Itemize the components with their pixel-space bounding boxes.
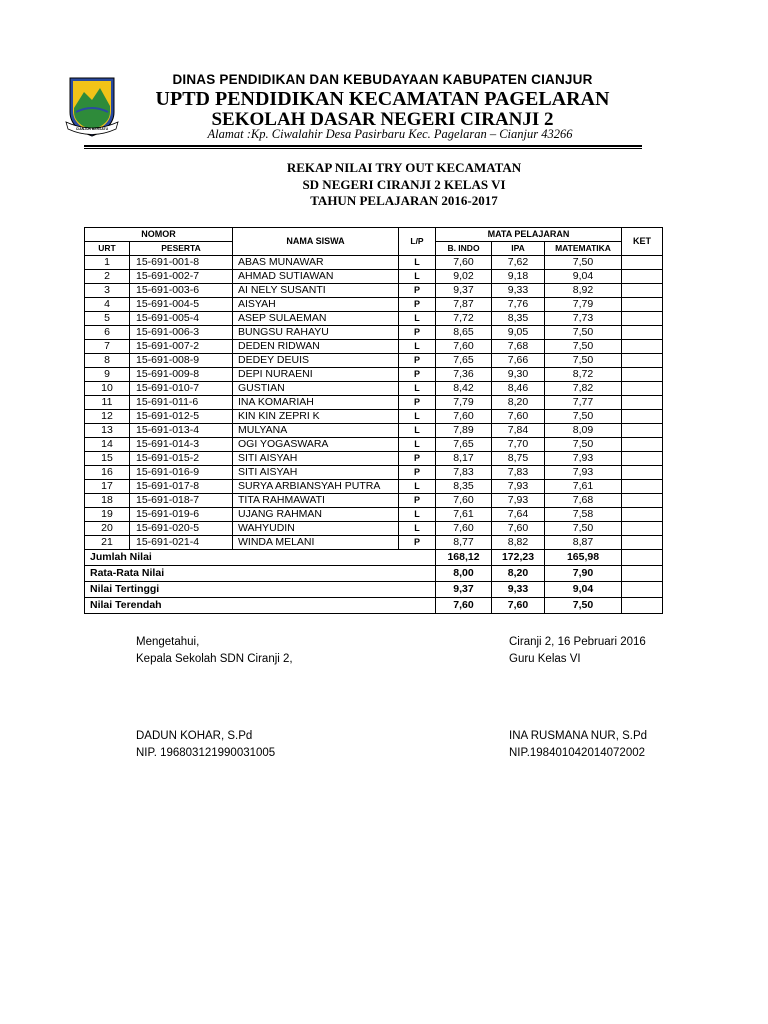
header-ket: KET	[622, 228, 663, 256]
cell-mtk: 7,50	[545, 326, 622, 340]
cell-lp: L	[399, 256, 436, 270]
header-mapel: MATA PELAJARAN	[436, 228, 622, 242]
cell-nama: ABAS MUNAWAR	[233, 256, 399, 270]
cell-urt: 19	[85, 508, 130, 522]
cell-ket	[622, 284, 663, 298]
cell-bindo: 8,77	[436, 536, 492, 550]
table-row	[85, 466, 663, 480]
cell-bindo: 7,36	[436, 368, 492, 382]
cell-ket	[622, 438, 663, 452]
cell-peserta: 15-691-021-4	[130, 536, 233, 550]
cell-bindo: 7,61	[436, 508, 492, 522]
student-rows	[85, 256, 663, 550]
header-peserta: PESERTA	[130, 242, 233, 256]
table-row	[85, 270, 663, 284]
cell-urt: 5	[85, 312, 130, 326]
cell-mtk: 7,61	[545, 480, 622, 494]
cell-urt: 21	[85, 536, 130, 550]
cell-urt: 20	[85, 522, 130, 536]
cell-nama: SITI AISYAH	[233, 452, 399, 466]
cell-urt: 14	[85, 438, 130, 452]
cell-ket	[622, 340, 663, 354]
cell-peserta: 15-691-009-8	[130, 368, 233, 382]
cell-peserta: 15-691-019-6	[130, 508, 233, 522]
cell-mtk: 7,50	[545, 340, 622, 354]
cell-mtk: 7,93	[545, 452, 622, 466]
summary-row	[85, 582, 663, 598]
cell-ket	[622, 270, 663, 284]
cell-urt: 7	[85, 340, 130, 354]
cell-nama: TITA RAHMAWATI	[233, 494, 399, 508]
cell-bindo: 7,60	[436, 494, 492, 508]
title-line-1: REKAP NILAI TRY OUT KECAMATAN	[286, 160, 522, 175]
cell-peserta: 15-691-011-6	[130, 396, 233, 410]
cell-ipa: 7,62	[492, 256, 545, 270]
cell-nama: WINDA MELANI	[233, 536, 399, 550]
table-row	[85, 326, 663, 340]
summary-label: Nilai Terendah	[85, 598, 436, 614]
cell-bindo: 7,83	[436, 466, 492, 480]
cell-ket	[622, 452, 663, 466]
cell-peserta: 15-691-006-3	[130, 326, 233, 340]
cell-bindo: 7,60	[436, 340, 492, 354]
sig-left-line1: Mengetahui,	[136, 636, 200, 648]
cell-ket	[622, 522, 663, 536]
cell-lp: P	[399, 284, 436, 298]
cell-lp: P	[399, 452, 436, 466]
uptd-name: UPTD PENDIDIKAN KECAMATAN PAGELARAN	[155, 88, 610, 110]
cell-nama: DEDEN RIDWAN	[233, 340, 399, 354]
cell-ipa: 9,05	[492, 326, 545, 340]
cell-ket	[622, 536, 663, 550]
cell-nama: GUSTIAN	[233, 382, 399, 396]
cell-ipa: 7,70	[492, 438, 545, 452]
cell-nama: AISYAH	[233, 298, 399, 312]
summary-mtk: 7,90	[545, 566, 622, 582]
cell-ket	[622, 508, 663, 522]
sig-right-line2: Guru Kelas VI	[509, 653, 581, 665]
cell-bindo: 9,37	[436, 284, 492, 298]
cell-peserta: 15-691-014-3	[130, 438, 233, 452]
cell-nama: ASEP SULAEMAN	[233, 312, 399, 326]
cell-ipa: 8,75	[492, 452, 545, 466]
table-row	[85, 340, 663, 354]
cell-urt: 3	[85, 284, 130, 298]
cell-lp: L	[399, 438, 436, 452]
cell-mtk: 7,77	[545, 396, 622, 410]
sig-right-nip: NIP.198401042014072002	[509, 747, 646, 759]
cell-peserta: 15-691-015-2	[130, 452, 233, 466]
summary-row	[85, 598, 663, 614]
school-name: SEKOLAH DASAR NEGERI CIRANJI 2	[211, 109, 554, 130]
summary-mtk: 165,98	[545, 550, 622, 566]
cell-urt: 16	[85, 466, 130, 480]
summary-ket	[622, 566, 663, 582]
cell-mtk: 7,58	[545, 508, 622, 522]
cell-urt: 12	[85, 410, 130, 424]
table-row	[85, 354, 663, 368]
table-row	[85, 536, 663, 550]
table-row	[85, 256, 663, 270]
cell-ipa: 7,68	[492, 340, 545, 354]
cell-lp: L	[399, 312, 436, 326]
cell-urt: 18	[85, 494, 130, 508]
cell-bindo: 7,60	[436, 410, 492, 424]
cell-ipa: 7,93	[492, 494, 545, 508]
cell-mtk: 7,79	[545, 298, 622, 312]
cell-bindo: 8,35	[436, 480, 492, 494]
cell-ket	[622, 368, 663, 382]
cell-lp: L	[399, 508, 436, 522]
cell-urt: 8	[85, 354, 130, 368]
summary-bindo: 7,60	[436, 598, 492, 614]
table-row	[85, 522, 663, 536]
cell-bindo: 7,87	[436, 298, 492, 312]
cell-ipa: 7,66	[492, 354, 545, 368]
summary-bindo: 8,00	[436, 566, 492, 582]
summary-mtk: 9,04	[545, 582, 622, 598]
cell-lp: L	[399, 340, 436, 354]
summary-mtk: 7,50	[545, 598, 622, 614]
summary-bindo: 168,12	[436, 550, 492, 566]
header-nomor: NOMOR	[85, 228, 233, 242]
cell-mtk: 7,82	[545, 382, 622, 396]
cell-nama: WAHYUDIN	[233, 522, 399, 536]
sig-right-line1: Ciranji 2, 16 Pebruari 2016	[509, 636, 646, 648]
cell-bindo: 7,65	[436, 438, 492, 452]
regency-emblem-icon	[64, 74, 120, 138]
header-bindo: B. INDO	[436, 242, 492, 256]
summary-ipa: 9,33	[492, 582, 545, 598]
sig-left-line2: Kepala Sekolah SDN Ciranji 2,	[136, 653, 293, 665]
cell-ket	[622, 354, 663, 368]
cell-bindo: 7,65	[436, 354, 492, 368]
cell-lp: P	[399, 536, 436, 550]
cell-nama: UJANG RAHMAN	[233, 508, 399, 522]
table-row	[85, 480, 663, 494]
summary-ipa: 172,23	[492, 550, 545, 566]
cell-mtk: 7,50	[545, 354, 622, 368]
cell-lp: P	[399, 354, 436, 368]
cell-ket	[622, 396, 663, 410]
cell-peserta: 15-691-016-9	[130, 466, 233, 480]
summary-ket	[622, 582, 663, 598]
cell-peserta: 15-691-013-4	[130, 424, 233, 438]
cell-nama: SURYA ARBIANSYAH PUTRA	[233, 480, 399, 494]
cell-nama: DEDEY DEUIS	[233, 354, 399, 368]
summary-label: Jumlah Nilai	[85, 550, 436, 566]
cell-lp: L	[399, 382, 436, 396]
cell-urt: 6	[85, 326, 130, 340]
grades-table	[84, 227, 663, 614]
sig-left-name: DADUN KOHAR, S.Pd	[136, 730, 253, 742]
sig-left-nip: NIP. 196803121990031005	[136, 747, 276, 759]
table-row	[85, 298, 663, 312]
letterhead	[0, 0, 768, 150]
cell-peserta: 15-691-007-2	[130, 340, 233, 354]
cell-ket	[622, 312, 663, 326]
cell-lp: L	[399, 522, 436, 536]
cell-ket	[622, 298, 663, 312]
cell-bindo: 8,17	[436, 452, 492, 466]
summary-label: Nilai Tertinggi	[85, 582, 436, 598]
cell-ket	[622, 466, 663, 480]
cell-ipa: 8,35	[492, 312, 545, 326]
cell-mtk: 7,50	[545, 522, 622, 536]
cell-lp: P	[399, 494, 436, 508]
cell-nama: AI NELY SUSANTI	[233, 284, 399, 298]
table-row	[85, 410, 663, 424]
cell-urt: 15	[85, 452, 130, 466]
table-row	[85, 452, 663, 466]
cell-mtk: 7,50	[545, 410, 622, 424]
cell-nama: AHMAD SUTIAWAN	[233, 270, 399, 284]
summary-ket	[622, 598, 663, 614]
cell-ipa: 9,18	[492, 270, 545, 284]
cell-mtk: 7,50	[545, 438, 622, 452]
summary-row	[85, 566, 663, 582]
cell-mtk: 7,68	[545, 494, 622, 508]
cell-mtk: 9,04	[545, 270, 622, 284]
cell-peserta: 15-691-003-6	[130, 284, 233, 298]
cell-ipa: 9,30	[492, 368, 545, 382]
cell-peserta: 15-691-012-5	[130, 410, 233, 424]
cell-ipa: 7,93	[492, 480, 545, 494]
header-lp: L/P	[399, 228, 436, 256]
summary-ket	[622, 550, 663, 566]
table-row	[85, 396, 663, 410]
summary-bindo: 9,37	[436, 582, 492, 598]
cell-lp: P	[399, 368, 436, 382]
cell-urt: 4	[85, 298, 130, 312]
title-line-2: SD NEGERI CIRANJI 2 KELAS VI	[302, 176, 506, 192]
letterhead-rule-thin	[84, 148, 642, 149]
cell-ipa: 7,84	[492, 424, 545, 438]
cell-ipa: 7,60	[492, 522, 545, 536]
cell-bindo: 7,79	[436, 396, 492, 410]
title-line-3: TAHUN PELAJARAN 2016-2017	[310, 193, 498, 208]
cell-mtk: 8,72	[545, 368, 622, 382]
cell-lp: P	[399, 466, 436, 480]
cell-bindo: 7,60	[436, 256, 492, 270]
cell-bindo: 7,72	[436, 312, 492, 326]
cell-nama: OGI YOGASWARA	[233, 438, 399, 452]
cell-mtk: 8,87	[545, 536, 622, 550]
table-row	[85, 424, 663, 438]
cell-mtk: 7,73	[545, 312, 622, 326]
cell-bindo: 9,02	[436, 270, 492, 284]
cell-peserta: 15-691-002-7	[130, 270, 233, 284]
cell-nama: MULYANA	[233, 424, 399, 438]
sig-right-name: INA RUSMANA NUR, S.Pd	[509, 730, 648, 742]
cell-peserta: 15-691-020-5	[130, 522, 233, 536]
cell-bindo: 8,65	[436, 326, 492, 340]
table-row	[85, 494, 663, 508]
cell-ket	[622, 424, 663, 438]
cell-lp: P	[399, 298, 436, 312]
letterhead-rule	[84, 145, 642, 147]
table-row	[85, 312, 663, 326]
cell-ipa: 8,20	[492, 396, 545, 410]
cell-peserta: 15-691-008-9	[130, 354, 233, 368]
cell-ket	[622, 382, 663, 396]
cell-ipa: 7,83	[492, 466, 545, 480]
cell-lp: L	[399, 480, 436, 494]
cell-mtk: 8,92	[545, 284, 622, 298]
cell-urt: 1	[85, 256, 130, 270]
cell-peserta: 15-691-005-4	[130, 312, 233, 326]
cell-mtk: 7,93	[545, 466, 622, 480]
cell-ipa: 7,64	[492, 508, 545, 522]
cell-urt: 10	[85, 382, 130, 396]
header-urt: URT	[85, 242, 130, 256]
cell-ipa: 8,82	[492, 536, 545, 550]
agency-name: DINAS PENDIDIKAN DAN KEBUDAYAAN KABUPATEN CIANJUR	[172, 72, 593, 87]
document-title	[0, 160, 768, 210]
cell-mtk: 7,50	[545, 256, 622, 270]
cell-lp: L	[399, 410, 436, 424]
summary-label: Rata-Rata Nilai	[85, 566, 436, 582]
cell-urt: 2	[85, 270, 130, 284]
cell-nama: BUNGSU RAHAYU	[233, 326, 399, 340]
cell-ipa: 8,46	[492, 382, 545, 396]
cell-urt: 13	[85, 424, 130, 438]
summary-ipa: 8,20	[492, 566, 545, 582]
cell-ipa: 7,76	[492, 298, 545, 312]
cell-peserta: 15-691-010-7	[130, 382, 233, 396]
svg-text:CIANJUR BERSATU: CIANJUR BERSATU	[75, 127, 109, 131]
summary-ipa: 7,60	[492, 598, 545, 614]
cell-lp: P	[399, 396, 436, 410]
cell-ipa: 9,33	[492, 284, 545, 298]
cell-peserta: 15-691-017-8	[130, 480, 233, 494]
cell-lp: P	[399, 326, 436, 340]
cell-urt: 11	[85, 396, 130, 410]
cell-lp: L	[399, 424, 436, 438]
table-row	[85, 382, 663, 396]
cell-nama: SITI AISYAH	[233, 466, 399, 480]
cell-peserta: 15-691-004-5	[130, 298, 233, 312]
cell-ket	[622, 494, 663, 508]
table-row	[85, 368, 663, 382]
cell-urt: 9	[85, 368, 130, 382]
cell-nama: INA KOMARIAH	[233, 396, 399, 410]
cell-mtk: 8,09	[545, 424, 622, 438]
cell-ket	[622, 480, 663, 494]
header-nama: NAMA SISWA	[233, 228, 399, 256]
cell-ket	[622, 256, 663, 270]
cell-bindo: 8,42	[436, 382, 492, 396]
table-row	[85, 284, 663, 298]
cell-bindo: 7,60	[436, 522, 492, 536]
table-row	[85, 508, 663, 522]
cell-peserta: 15-691-001-8	[130, 256, 233, 270]
cell-bindo: 7,89	[436, 424, 492, 438]
school-address: Alamat :Kp. Ciwalahir Desa Pasirbaru Kec. Pagelaran – Cianjur 43266	[207, 127, 573, 141]
cell-urt: 17	[85, 480, 130, 494]
cell-peserta: 15-691-018-7	[130, 494, 233, 508]
summary-rows	[85, 550, 663, 614]
header-ipa: IPA	[492, 242, 545, 256]
cell-ket	[622, 410, 663, 424]
cell-ket	[622, 326, 663, 340]
summary-row	[85, 550, 663, 566]
cell-ipa: 7,60	[492, 410, 545, 424]
cell-nama: DEPI NURAENI	[233, 368, 399, 382]
cell-lp: L	[399, 270, 436, 284]
cell-nama: KIN KIN ZEPRI K	[233, 410, 399, 424]
header-mtk: MATEMATIKA	[545, 242, 622, 256]
table-row	[85, 438, 663, 452]
